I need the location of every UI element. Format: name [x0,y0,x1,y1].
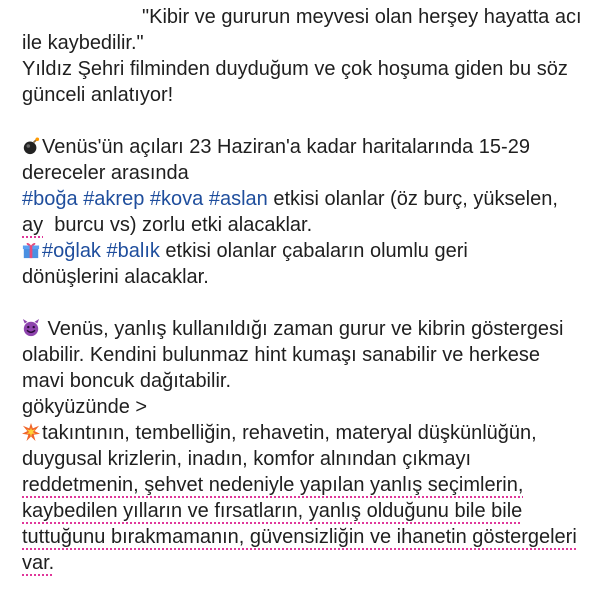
boom-text-1: takıntının, tembelliğin, rehavetin, materyal düşkünlüğün, [42,422,537,444]
spellcheck-word-ay: ay [22,214,44,236]
gift-line-1 [22,238,602,264]
blank-line [22,108,602,134]
hashtags-line-1 [22,186,602,212]
intro-line-2: günceli anlatıyor! [22,84,174,106]
boom-line-2: duygusal krizlerin, inadın, komfor alnından çıkmayı [22,448,472,470]
boom-line-3: reddetmenin, şehvet nedeniyle yapılan yanlış seçimlerin, [22,474,524,496]
intro-line-1: Yıldız Şehri filminden duyduğum ve çok hoşuma giden bu söz [22,58,568,80]
hashtag-akrep[interactable]: #akrep [83,188,145,210]
devil-text-1: Venüs, yanlış kullanıldığı zaman gurur ve kibrin göstergesi [42,318,564,340]
boom-line-1 [22,420,602,446]
hashtags-rest-text: etkisi olanlar (öz burç, yükselen, [267,188,558,210]
collision-emoji-icon [22,423,40,441]
devil-line-1 [22,316,602,342]
boom-line-5: tuttuğunu bırakmamanın, güvensizliğin ve ihanetin göstergeleri [22,526,577,548]
blank-line-2 [22,290,602,316]
hashtag-balik[interactable]: #balık [106,240,160,262]
boom-line-4: kaybedilen yılların ve fırsatların, yanlış olduğunu bile bile [22,500,523,522]
gift-rest-text: etkisi olanlar çabaların olumlu geri [159,240,468,262]
smiling-devil-emoji-icon [22,319,40,337]
devil-line-2: olabilir. Kendini bulunmaz hint kumaşı sanabilir ve herkese [22,344,541,366]
post-text [22,4,602,576]
gift-line-2: dönüşlerini alacaklar. [22,266,209,288]
hashtag-aslan[interactable]: #aslan [208,188,268,210]
hashtag-kova[interactable]: #kova [149,188,204,210]
devil-line-3: mavi boncuk dağıtabilir. [22,370,232,392]
bomb-emoji-icon [22,137,40,155]
quote-line-1: "Kibir ve gururun meyvesi olan herşey hayatta acı [142,6,582,28]
venus-line-2: dereceler arasında [22,162,189,184]
boom-line-6: var. [22,552,55,574]
hashtags-line-2-rest: burcu vs) zorlu etki alacaklar. [43,214,313,236]
hashtags-line-2 [22,212,602,238]
hashtag-oglak[interactable]: #oğlak [42,240,101,262]
venus-line-1 [22,134,602,160]
venus-text-1: Venüs'ün açıları 23 Haziran'a kadar haritalarında 15-29 [42,136,530,158]
quote-line-2: ile kaybedilir." [22,32,144,54]
gift-emoji-icon [22,241,40,259]
sky-line: gökyüzünde > [22,396,148,418]
hashtag-boga[interactable]: #boğa [22,188,78,210]
